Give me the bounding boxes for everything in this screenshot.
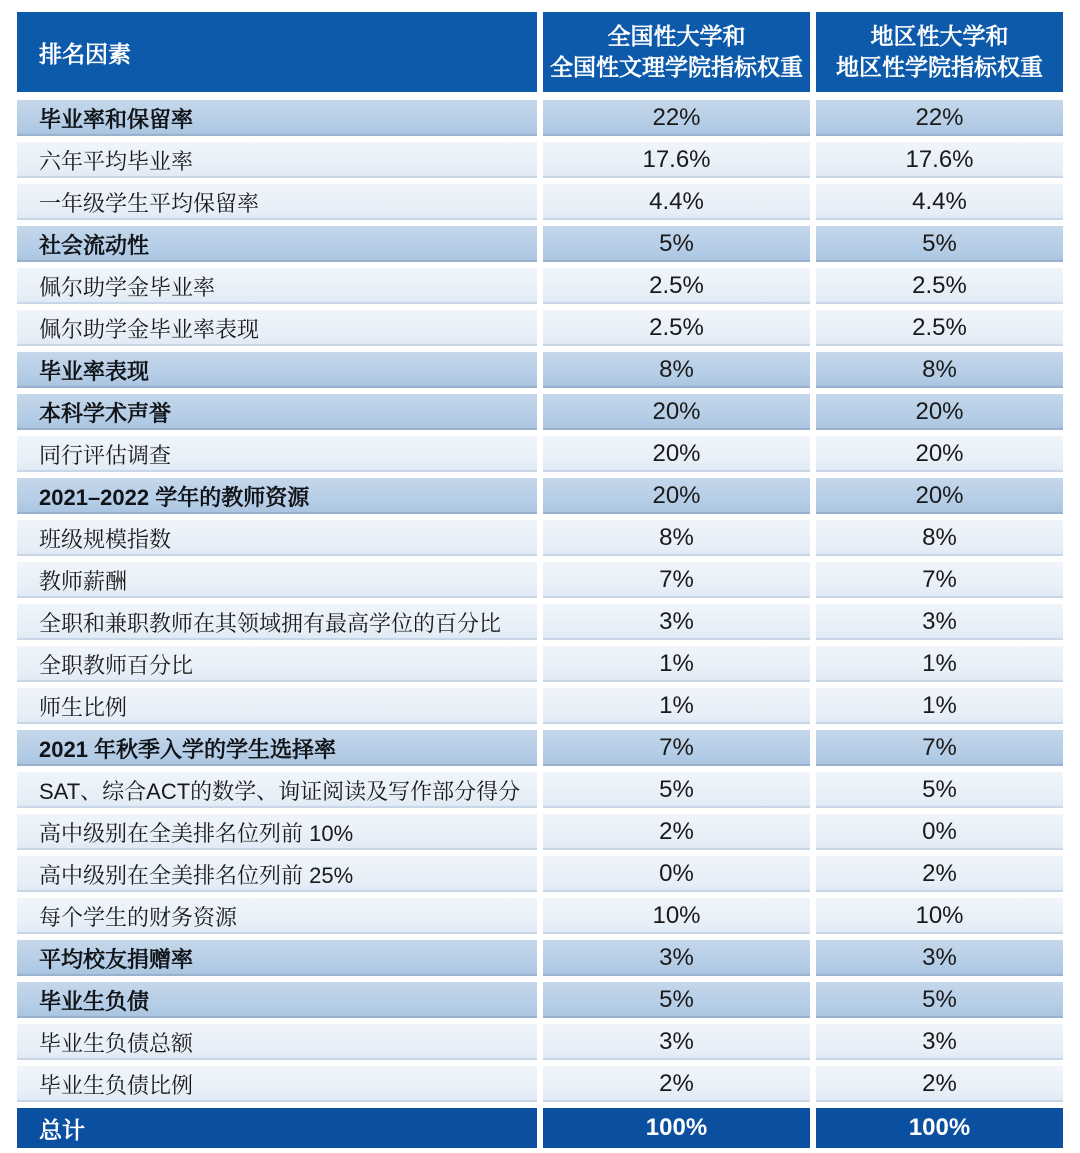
table-row-category [17,226,1063,262]
factor-cell: 六年平均毕业率 [17,142,537,178]
regional-weight-cell: 8% [816,352,1063,388]
national-weight-cell: 20% [543,478,810,514]
table-row-category [17,730,1063,766]
header-national-line1: 全国性大学和 [607,23,746,49]
national-weight-cell: 3% [543,1024,810,1060]
factor-cell: 班级规模指数 [17,520,537,556]
table-row [17,814,1063,850]
factor-cell: 高中级别在全美排名位列前 10% [17,814,537,850]
table-body [17,100,1063,1102]
header-cell-national-weight [543,12,810,92]
table-row [17,310,1063,346]
regional-weight-cell: 7% [816,730,1063,766]
factor-cell: 毕业率表现 [17,352,537,388]
header-regional-line2: 地区性学院指标权重 [836,54,1043,80]
regional-weight-cell: 3% [816,940,1063,976]
factor-cell: 佩尔助学金毕业率表现 [17,310,537,346]
regional-weight-cell: 10% [816,898,1063,934]
regional-weight-cell: 1% [816,688,1063,724]
factor-cell: 毕业生负债 [17,982,537,1018]
regional-weight-cell: 3% [816,604,1063,640]
regional-weight-cell: 2% [816,1066,1063,1102]
national-weight-cell: 2% [543,1066,810,1102]
national-weight-cell: 20% [543,394,810,430]
table-row-category [17,100,1063,136]
national-weight-cell: 8% [543,352,810,388]
table-row [17,268,1063,304]
table-row-category [17,394,1063,430]
table-row [17,184,1063,220]
regional-weight-cell: 5% [816,772,1063,808]
regional-weight-cell: 5% [816,982,1063,1018]
regional-weight-cell: 22% [816,100,1063,136]
regional-weight-cell: 5% [816,226,1063,262]
total-regional-weight-cell: 100% [816,1108,1063,1148]
regional-weight-cell: 2% [816,856,1063,892]
national-weight-cell: 2.5% [543,268,810,304]
factor-cell: 2021 年秋季入学的学生选择率 [17,730,537,766]
national-weight-cell: 5% [543,982,810,1018]
national-weight-cell: 3% [543,940,810,976]
regional-weight-cell: 7% [816,562,1063,598]
regional-weight-cell: 8% [816,520,1063,556]
regional-weight-cell: 20% [816,478,1063,514]
factor-cell: 同行评估调查 [17,436,537,472]
table-row [17,1024,1063,1060]
table-row [17,688,1063,724]
national-weight-cell: 4.4% [543,184,810,220]
national-weight-cell: 3% [543,604,810,640]
factor-cell: 佩尔助学金毕业率 [17,268,537,304]
header-national-line2: 全国性文理学院指标权重 [550,54,803,80]
national-weight-cell: 17.6% [543,142,810,178]
header-regional-line1: 地区性大学和 [870,23,1009,49]
factor-cell: 毕业生负债比例 [17,1066,537,1102]
table-header-row [17,12,1063,92]
national-weight-cell: 2.5% [543,310,810,346]
table-row [17,142,1063,178]
regional-weight-cell: 0% [816,814,1063,850]
factor-cell: 平均校友捐赠率 [17,940,537,976]
table-total-row [17,1108,1063,1148]
regional-weight-cell: 1% [816,646,1063,682]
factor-cell: 教师薪酬 [17,562,537,598]
table-row-category [17,940,1063,976]
regional-weight-cell: 2.5% [816,268,1063,304]
regional-weight-cell: 4.4% [816,184,1063,220]
regional-weight-cell: 3% [816,1024,1063,1060]
header-cell-factor: 排名因素 [17,12,537,92]
regional-weight-cell: 20% [816,394,1063,430]
table-row-category [17,982,1063,1018]
table-row [17,772,1063,808]
national-weight-cell: 2% [543,814,810,850]
table-row [17,520,1063,556]
table-row [17,604,1063,640]
national-weight-cell: 22% [543,100,810,136]
table-row [17,1066,1063,1102]
factor-cell: 本科学术声誉 [17,394,537,430]
regional-weight-cell: 20% [816,436,1063,472]
header-cell-regional-weight [816,12,1063,92]
factor-cell: 毕业率和保留率 [17,100,537,136]
national-weight-cell: 0% [543,856,810,892]
table-row [17,898,1063,934]
table-row [17,562,1063,598]
national-weight-cell: 7% [543,730,810,766]
regional-weight-cell: 17.6% [816,142,1063,178]
factor-cell: 2021–2022 学年的教师资源 [17,478,537,514]
national-weight-cell: 20% [543,436,810,472]
factor-cell: 毕业生负债总额 [17,1024,537,1060]
national-weight-cell: 5% [543,226,810,262]
national-weight-cell: 10% [543,898,810,934]
table-row [17,436,1063,472]
factor-cell: 每个学生的财务资源 [17,898,537,934]
table-row [17,646,1063,682]
total-label-cell: 总计 [17,1108,537,1148]
national-weight-cell: 7% [543,562,810,598]
factor-cell: 全职教师百分比 [17,646,537,682]
national-weight-cell: 5% [543,772,810,808]
regional-weight-cell: 2.5% [816,310,1063,346]
factor-cell: 一年级学生平均保留率 [17,184,537,220]
total-national-weight-cell: 100% [543,1108,810,1148]
national-weight-cell: 1% [543,646,810,682]
table-row [17,856,1063,892]
factor-cell: 社会流动性 [17,226,537,262]
ranking-weights-table [17,12,1063,1148]
factor-cell: 师生比例 [17,688,537,724]
national-weight-cell: 8% [543,520,810,556]
national-weight-cell: 1% [543,688,810,724]
factor-cell: 全职和兼职教师在其领域拥有最高学位的百分比 [17,604,537,640]
factor-cell: 高中级别在全美排名位列前 25% [17,856,537,892]
factor-cell: SAT、综合ACT的数学、询证阅读及写作部分得分 [17,772,537,808]
table-row-category [17,352,1063,388]
table-row-category [17,478,1063,514]
